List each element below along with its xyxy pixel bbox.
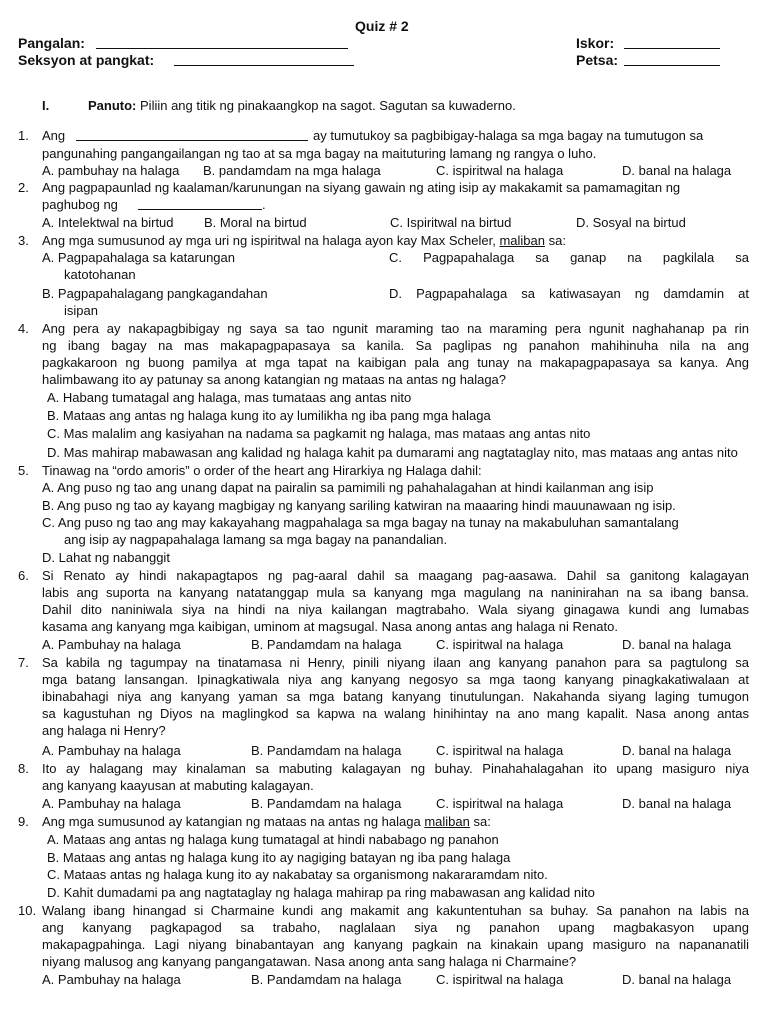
q8-option-a[interactable]: A. Pambuhay na halaga — [42, 796, 181, 811]
q10-option-b[interactable]: B. Pandamdam na halaga — [251, 972, 402, 987]
q10-line4: niyang malusog ang kanyang pangangatawan. Nasa anong anta sang halaga ni Charmaine? — [42, 954, 577, 969]
q8-number: 8. — [18, 761, 29, 776]
q1-option-a[interactable]: A. pambuhay na halaga — [42, 163, 180, 178]
date-blank[interactable] — [624, 53, 720, 66]
q1-option-c[interactable]: C. ispiritwal na halaga — [436, 163, 564, 178]
q5-option-c[interactable]: C. Ang puso ng tao ang may kakayahang magpahalaga sa mga bagay na tunay na makabuluhan samantalang — [42, 515, 679, 530]
q6-option-c[interactable]: C. ispiritwal na halaga — [436, 637, 564, 652]
q1-option-b[interactable]: B. pandamdam na mga halaga — [203, 163, 381, 178]
q2-line2: paghubog ng — [42, 197, 118, 212]
q2-answer-blank[interactable] — [138, 197, 262, 210]
q6-option-d[interactable]: D. banal na halaga — [622, 637, 732, 652]
q4-line1: Ang pera ay nakapagbibigay ng saya sa tao ngunit maraming tao na maraming pera ngunit naghahanap pa rin — [42, 321, 749, 336]
name-label: Pangalan: — [18, 35, 85, 51]
instructions-number: I. — [42, 98, 50, 113]
instructions-label: Panuto: — [88, 98, 137, 113]
q5-number: 5. — [18, 463, 29, 478]
q1-number: 1. — [18, 128, 29, 143]
q4-option-c[interactable]: C. Mas malalim ang kasiyahan na nadama sa pagkamit ng halaga, mas mataas ang antas nito — [47, 426, 591, 441]
q5-option-c-cont: ang isip ay nagpapahalaga lamang sa mga bagay na panandalian. — [64, 532, 448, 547]
q10-number: 10. — [18, 903, 37, 918]
q5-line1: Tinawag na “ordo amoris” o order of the heart ang Hirarkiya ng Halaga dahil: — [42, 463, 482, 478]
q2-number: 2. — [18, 180, 29, 195]
q4-option-d[interactable]: D. Mas mahirap mabawasan ang kalidad ng halaga kahit pa dumarami ang nagtataglay nito, mas mataas ang antas nito — [47, 445, 738, 460]
section-blank[interactable] — [174, 53, 354, 66]
name-blank[interactable] — [96, 36, 348, 49]
q9-option-b[interactable]: B. Mataas ang antas ng halaga kung ito ay nagiging batayan ng iba pang halaga — [47, 850, 511, 865]
q3-line1 — [42, 232, 566, 249]
q1-post: ay tumutukoy sa pagbibigay-halaga sa mga bagay na tumutugon sa — [313, 128, 704, 143]
q3-option-c[interactable]: C. Pagpapahalaga sa ganap na pagkilala sa — [389, 250, 749, 265]
q7-option-d[interactable]: D. banal na halaga — [622, 743, 732, 758]
q9-number: 9. — [18, 814, 29, 829]
q2-option-a[interactable]: A. Intelektwal na birtud — [42, 215, 174, 230]
q7-line5: ang halaga ni Henry? — [42, 723, 166, 738]
q3-maliban: maliban — [499, 233, 545, 248]
section-label: Seksyon at pangkat: — [18, 52, 155, 68]
q4-line2: ng ibang bagay na mas makapagpapasaya sa kanila. Sa paglipas ng panahon mahihinuha nila na ang — [42, 338, 749, 353]
q6-option-a[interactable]: A. Pambuhay na halaga — [42, 637, 181, 652]
q3-number: 3. — [18, 233, 29, 248]
q7-option-a[interactable]: A. Pambuhay na halaga — [42, 743, 181, 758]
q6-line3: Dahil dito naniniwala siya na hindi na niya kailangan magtrabaho. Wala siyang ginagawa kundi ang lumabas — [42, 602, 749, 617]
q10-option-a[interactable]: A. Pambuhay na halaga — [42, 972, 181, 987]
q9-line1 — [42, 813, 491, 830]
q9-option-d[interactable]: D. Kahit dumadami pa ang nagtataglay ng halaga mahirap pa ring mabawasan ang kalidad nito — [47, 885, 595, 900]
q6-line2: labis ang suporta na kanyang natatanggap mula sa kanyang mga magulang na naninirahan na sa ibang bansa. — [42, 585, 749, 600]
q10-line1: Walang ibang hinangad si Charmaine kundi ang makamit ang kakuntentuhan sa buhay. Sa panahon na labis na — [42, 903, 749, 918]
q9-maliban: maliban — [424, 814, 470, 829]
q4-option-a[interactable]: A. Habang tumatagal ang halaga, mas tumataas ang antas nito — [47, 390, 412, 405]
q6-number: 6. — [18, 568, 29, 583]
q4-number: 4. — [18, 321, 29, 336]
q8-line1: Ito ay halagang may kinalaman sa mabuting kalagayan ng buhay. Pinahahalagahan ito upang masiguro niya — [42, 761, 749, 776]
q9-option-c[interactable]: C. Mataas antas ng halaga kung ito ay nakabatay sa organismong nakararamdam nito. — [47, 867, 548, 882]
page-title: Quiz # 2 — [355, 18, 409, 34]
score-label: Iskor: — [576, 35, 615, 51]
date-label: Petsa: — [576, 52, 619, 68]
q6-line4: kasama ang kanyang mga kaibigan, uminom at magsugal. Nasa anong antas ang halaga ni Renato. — [42, 619, 618, 634]
q6-line1: Si Renato ay hindi nakapagtapos ng pag-aaral dahil sa maagang pag-aasawa. Dahil sa ganitong kalagayan — [42, 568, 749, 583]
q2-option-d[interactable]: D. Sosyal na birtud — [576, 215, 686, 230]
q8-option-b[interactable]: B. Pandamdam na halaga — [251, 796, 402, 811]
q9-line1-post: sa: — [473, 814, 491, 829]
instructions — [88, 97, 516, 114]
q9-line1-pre: Ang mga sumusunod ay katangian ng mataas na antas ng halaga — [42, 814, 421, 829]
instructions-text: Piliin ang titik ng pinakaangkop na sagot. Sagutan sa kuwaderno. — [140, 98, 516, 113]
q10-line2: ang kanyang pagkapagod sa trabaho, naglalaan siya ng panahon upang magbakasyon upang — [42, 920, 749, 935]
q3-option-b[interactable]: B. Pagpapahalagang pangkagandahan — [42, 286, 268, 301]
q4-line3: pagkakaroon ng buong pamilya at mga tapat na kaibigan pala ang tunay na makapagpapasaya sa kanya. Ang — [42, 355, 749, 370]
q10-line3: makapagpahinga. Lagi niyang binabantayan ang kanyang pagkain na kinakain upang masiguro na napananatili — [42, 937, 749, 952]
q7-line1: Sa kabila ng tagumpay na tinatamasa ni Henry, pinili niyang ilaan ang kanyang panahon para sa pagtulong sa — [42, 655, 749, 670]
q9-option-a[interactable]: A. Mataas ang antas ng halaga kung tumatagal at hindi nababago ng panahon — [47, 832, 499, 847]
q8-option-d[interactable]: D. banal na halaga — [622, 796, 732, 811]
q1-line2: pangunahing pangangailangan ng tao at sa mga bagay na maituturing lamang ng rangya o luho. — [42, 146, 597, 161]
q3-option-b-cont: isipan — [64, 303, 98, 318]
q2-line2-end: . — [262, 197, 266, 212]
q8-option-c[interactable]: C. ispiritwal na halaga — [436, 796, 564, 811]
q1-pre: Ang — [42, 128, 66, 143]
q5-option-a[interactable]: A. Ang puso ng tao ang unang dapat na pairalin sa pamimili ng pahahalagahan at hindi kailanman ang isip — [42, 480, 654, 495]
q2-line1: Ang pagpapaunlad ng kaalaman/karunungan na siyang gawain ng ating isip ay makakamit sa pamamagitan ng — [42, 180, 681, 195]
q4-option-b[interactable]: B. Mataas ang antas ng halaga kung ito ay lumilikha ng iba pang mga halaga — [47, 408, 491, 423]
q1-answer-blank[interactable] — [76, 128, 308, 141]
q5-option-d[interactable]: D. Lahat ng nabanggit — [42, 550, 170, 565]
q7-option-c[interactable]: C. ispiritwal na halaga — [436, 743, 564, 758]
q3-option-d[interactable]: D. Pagpapahalaga sa katiwasayan ng damdamin at — [389, 286, 749, 301]
q5-option-b[interactable]: B. Ang puso ng tao ay kayang magbigay ng kanyang sariling katwiran na maaaring hindi mauunawaan ng isip. — [42, 498, 676, 513]
q3-line1-post: sa: — [548, 233, 566, 248]
q6-option-b[interactable]: B. Pandamdam na halaga — [251, 637, 402, 652]
q7-number: 7. — [18, 655, 29, 670]
q7-option-b[interactable]: B. Pandamdam na halaga — [251, 743, 402, 758]
q1-option-d[interactable]: D. banal na halaga — [622, 163, 732, 178]
q2-option-b[interactable]: B. Moral na birtud — [204, 215, 307, 230]
q3-option-a[interactable]: A. Pagpapahalaga sa katarungan — [42, 250, 235, 265]
q10-option-d[interactable]: D. banal na halaga — [622, 972, 732, 987]
q10-option-c[interactable]: C. ispiritwal na halaga — [436, 972, 564, 987]
q7-line4: sa kagustuhan ng Diyos na maglingkod sa kapwa na walang hinihintay na ano mang kapalit. Nasa anong antas — [42, 706, 749, 721]
q2-option-c[interactable]: C. Ispiritwal na birtud — [390, 215, 512, 230]
q4-line4: halimbawang ito ay patunay sa anong katangian ng mataas na antas ng halaga? — [42, 372, 507, 387]
q7-line2: mga batang lansangan. Ipinagkatiwala niya ang kanyang negosyo sa mga taong kanyang pinagkakatiwalaan at — [42, 672, 749, 687]
q7-line3: ibinabahagi niya ang kanyang yaman sa mga batang kanyang tinutulungan. Nakahanda siyang laging tumugon — [42, 689, 749, 704]
q3-line1-pre: Ang mga sumusunod ay mga uri ng ispiritwal na halaga ayon kay Max Scheler, — [42, 233, 496, 248]
q3-option-a-cont: katotohanan — [64, 267, 136, 282]
q8-line2: ang kanyang kaayusan at mabuting kalagayan. — [42, 778, 314, 793]
score-blank[interactable] — [624, 36, 720, 49]
